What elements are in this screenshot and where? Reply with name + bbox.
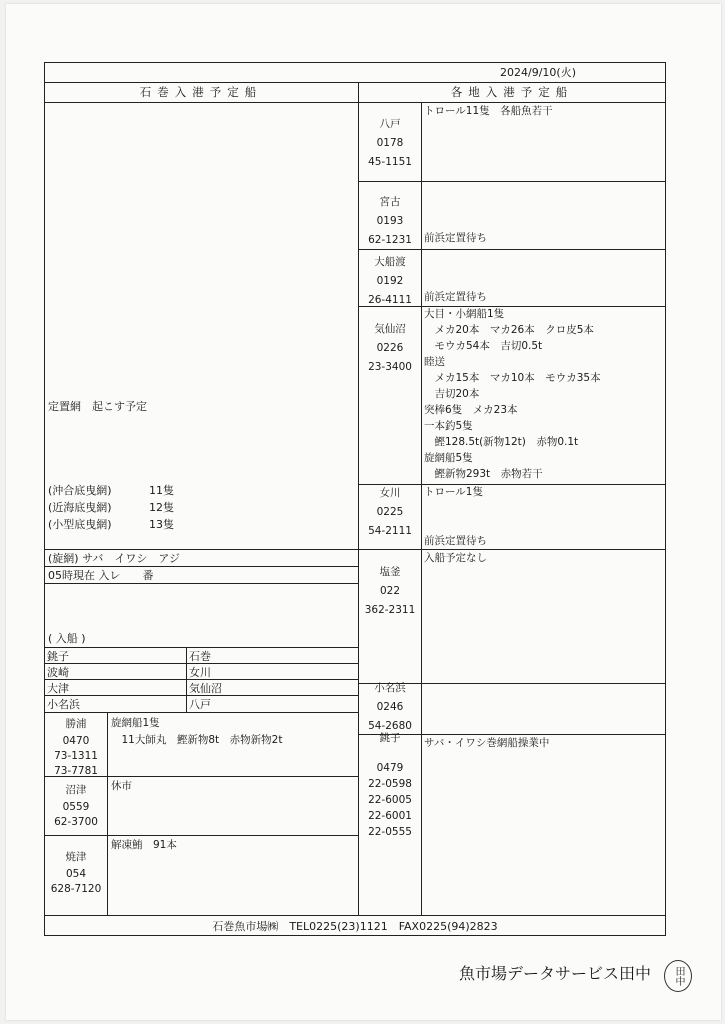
port-info: 休市 — [111, 780, 132, 792]
port-tel: 45-1151 — [368, 156, 412, 168]
port-tel: 628-7120 — [50, 883, 102, 895]
port-tel: 62-3700 — [54, 816, 98, 828]
port-tel: 23-3400 — [368, 361, 412, 373]
seal-text: 田中 — [673, 966, 684, 986]
port-tel: 0479 — [376, 762, 404, 774]
port-info: メカ20本 マカ26本 クロ皮5本 — [424, 324, 594, 336]
other-ports-header: 各地入港予定船 — [450, 85, 574, 99]
port-info: トロール1隻 — [424, 486, 483, 498]
port-info: 前浜定置待ち — [424, 291, 487, 303]
incoming-cell: 八戸 — [189, 698, 211, 711]
port-name: 女川 — [379, 487, 401, 499]
port-info: 一本釣5隻 — [424, 420, 473, 432]
market-report-table — [44, 62, 666, 936]
port-name: 八戸 — [379, 118, 401, 130]
port-onahama — [360, 679, 420, 736]
port-info: 大目・小網船1隻 — [424, 308, 505, 320]
port-info: サバ・イワシ巻網船操業中 — [424, 737, 550, 749]
port-choshi — [360, 729, 420, 840]
port-name: 銚子 — [379, 732, 401, 744]
incoming-cell: 気仙沼 — [189, 682, 222, 695]
port-info: 旋網船5隻 — [424, 452, 473, 464]
port-info: 入船予定なし — [424, 552, 487, 564]
report-date: 2024/9/10(火) — [500, 66, 576, 79]
port-yaizu — [46, 848, 106, 897]
incoming-cell: 銚子 — [47, 650, 69, 663]
signature-stamp: 魚市場データサービス田中 — [459, 964, 652, 983]
port-info: モウカ54本 吉切0.5t — [424, 340, 543, 352]
port-info: 11大師丸 鰹新物8t 赤物新物2t — [111, 734, 283, 746]
port-onagawa — [360, 484, 420, 541]
port-tel: 62-1231 — [368, 234, 412, 246]
port-hachinohe — [360, 115, 420, 172]
port-info: 前浜定置待ち — [424, 232, 487, 244]
port-tel: 22-0555 — [368, 826, 412, 838]
port-miyako — [360, 193, 420, 250]
port-info: 前浜定置待ち — [424, 535, 487, 547]
port-tel: 22-6001 — [368, 810, 412, 822]
port-name: 焼津 — [65, 851, 87, 863]
port-tel: 0470 — [62, 735, 90, 747]
port-tel: 22-0598 — [368, 778, 412, 790]
port-tel: 0178 — [376, 137, 404, 149]
port-tel: 73-7781 — [54, 765, 98, 777]
incoming-cell: 女川 — [189, 666, 211, 679]
port-info: 解凍鮪 91本 — [111, 839, 177, 851]
port-name: 小名浜 — [374, 682, 406, 694]
port-info: 鰹新物293t 赤物若干 — [424, 468, 543, 480]
port-tel: 0225 — [376, 506, 404, 518]
incoming-cell: 波崎 — [47, 666, 69, 679]
port-info: トロール11隻 各船魚若干 — [424, 105, 553, 117]
port-info: 旋網船1隻 — [111, 717, 160, 729]
port-tel: 362-2311 — [364, 604, 416, 616]
port-tel: 73-1311 — [54, 750, 98, 762]
incoming-cell: 石巻 — [189, 650, 211, 663]
trawl-small-label: (小型底曳網) — [48, 518, 112, 531]
port-name: 大船渡 — [374, 256, 406, 268]
port-info: 睦送 — [424, 356, 445, 368]
port-katsuura — [46, 715, 106, 779]
port-tel: 054 — [65, 868, 87, 880]
trawl-offshore-count: 11隻 — [149, 484, 174, 497]
report-footer: 石巻魚市場㈱ TEL0225(23)1121 FAX0225(94)2823 — [212, 920, 498, 933]
port-shiogama — [360, 563, 420, 620]
trawl-nearshore-label: (近海底曳網) — [48, 501, 112, 514]
port-tel: 54-2111 — [368, 525, 412, 537]
port-tel: 22-6005 — [368, 794, 412, 806]
time-status-line: 05時現在 入レ 番 — [48, 569, 154, 582]
port-info: 突棒6隻 メカ23本 — [424, 404, 518, 416]
port-name: 沼津 — [65, 784, 87, 796]
incoming-cell: 大津 — [47, 682, 69, 695]
trawl-offshore-label: (沖合底曳網) — [48, 484, 112, 497]
port-name: 気仙沼 — [374, 323, 406, 335]
port-tel: 0192 — [376, 275, 404, 287]
port-info: 吉切20本 — [424, 388, 480, 400]
trawl-small-count: 13隻 — [149, 518, 174, 531]
port-name: 塩釜 — [379, 566, 401, 578]
port-kesennuma — [360, 320, 420, 377]
port-tel: 0246 — [376, 701, 404, 713]
port-name: 勝浦 — [65, 718, 87, 730]
port-tel: 26-4111 — [368, 294, 412, 306]
port-numazu — [46, 781, 106, 830]
port-ofunato — [360, 253, 420, 310]
teichi-ami-note: 定置網 起こす予定 — [48, 400, 147, 413]
port-tel: 0193 — [376, 215, 404, 227]
port-tel: 0226 — [376, 342, 404, 354]
port-tel: 0559 — [62, 801, 90, 813]
personal-seal-icon — [664, 960, 692, 992]
ishinomaki-header: 石巻入港予定船 — [139, 85, 263, 99]
port-tel: 54-2680 — [368, 720, 412, 732]
trawl-nearshore-count: 12隻 — [149, 501, 174, 514]
port-name: 宮古 — [379, 196, 401, 208]
port-info: メカ15本 マカ10本 モウカ35本 — [424, 372, 601, 384]
incoming-cell: 小名浜 — [47, 698, 80, 711]
port-tel: 022 — [379, 585, 401, 597]
port-info: 鰹128.5t(新物12t) 赤物0.1t — [424, 436, 579, 448]
purse-seine-line: (旋網) サバ イワシ アジ — [48, 552, 180, 565]
incoming-label: ( 入船 ) — [48, 632, 86, 645]
